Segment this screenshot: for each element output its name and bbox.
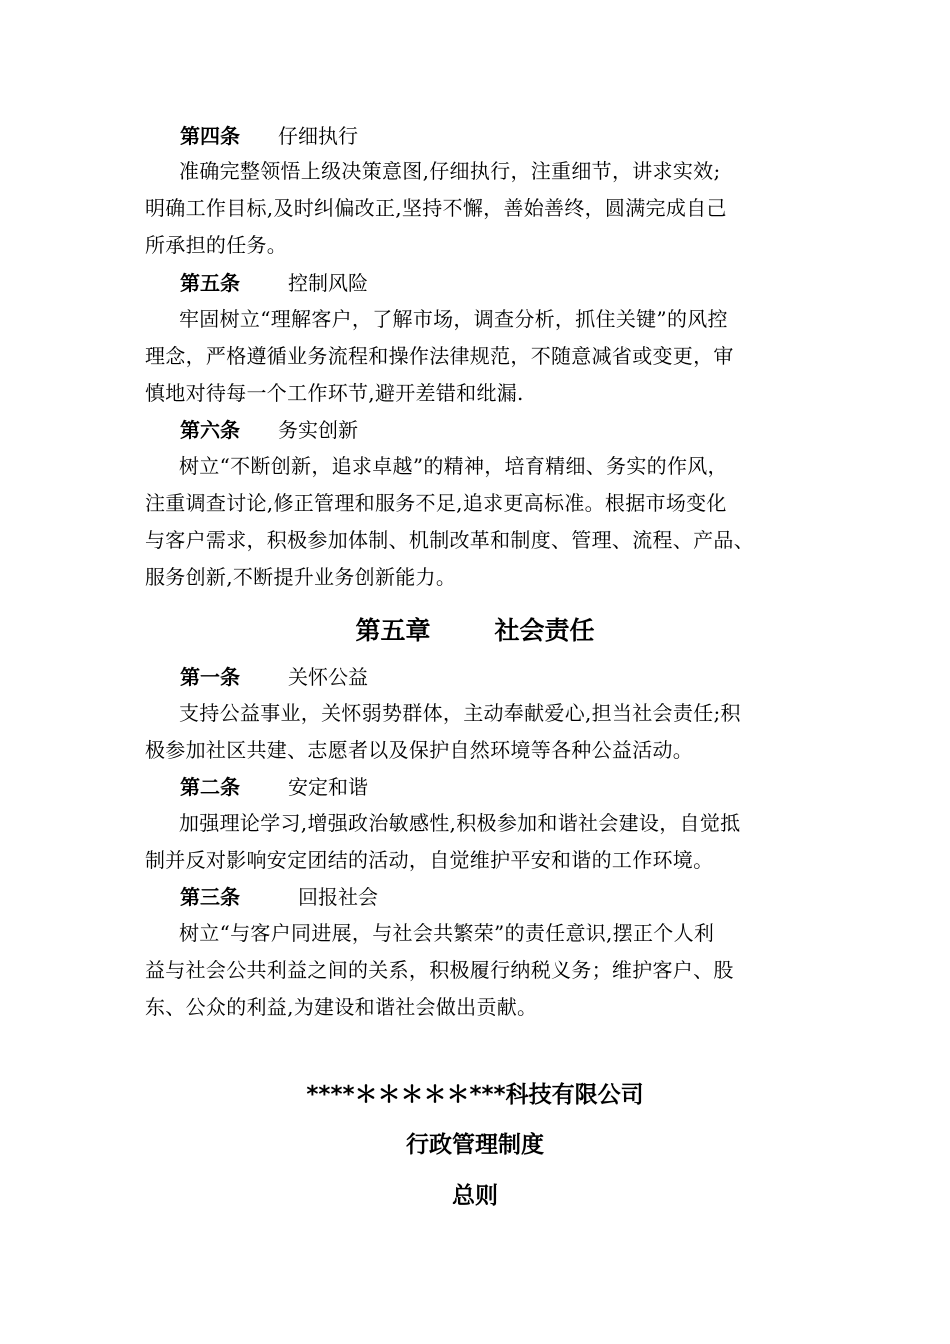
chapter-title: 社会责任 (494, 616, 595, 645)
article-body-6 (145, 448, 825, 596)
body-line: 益与社会公共利益之间的关系，积极履行纳税义务；维护客户、股 (145, 958, 734, 982)
body-line: 加强理论学习,增强政治敏感性,积极参加和谐社会建设，自觉抵 (179, 811, 741, 835)
article-heading-6 (180, 416, 358, 444)
body-line: 服务创新,不断提升业务创新能力。 (145, 565, 457, 589)
article-body-5 (145, 301, 825, 412)
section-subtitle: 总则 (452, 1183, 498, 1209)
article-heading-4 (180, 122, 358, 150)
article-body-4 (145, 153, 825, 264)
chapter-number: 第五章 (355, 616, 431, 645)
chapter-article-heading-3 (180, 883, 378, 911)
article-number: 第四条 (180, 124, 240, 148)
article-number: 第三条 (180, 885, 240, 909)
chapter-article-heading-1 (180, 663, 368, 691)
body-line: 准确完整领悟上级决策意图,仔细执行，注重细节，讲求实效; (179, 159, 721, 183)
body-line: 所承担的任务。 (145, 233, 288, 257)
body-line: 牢固树立“理解客户，了解市场，调查分析，抓住关键”的风控 (179, 307, 728, 331)
body-line: 明确工作目标,及时纠偏改正,坚持不懈，善始善终，圆满完成自己 (145, 196, 727, 220)
body-line: 极参加社区共建、志愿者以及保护自然环境等各种公益活动。 (145, 738, 694, 762)
body-line: 慎地对待每一个工作环节,避开差错和纰漏. (145, 381, 524, 405)
chapter-article-heading-2 (180, 773, 368, 801)
body-line: 树立“不断创新，追求卓越”的精神，培育精细、务实的作风， (179, 454, 728, 478)
article-title: 仔细执行 (278, 124, 358, 148)
chapter-article-body-1 (145, 695, 825, 769)
article-title: 关怀公益 (288, 665, 368, 689)
article-title: 务实创新 (278, 418, 358, 442)
article-number: 第六条 (180, 418, 240, 442)
body-line: 与客户需求，积极参加体制、机制改革和制度、管理、流程、产品、 (145, 528, 754, 552)
body-line: 注重调查讨论,修正管理和服务不足,追求更高标准。根据市场变化 (145, 491, 727, 515)
body-line: 树立“与客户同进展，与社会共繁荣”的责任意识,摆正个人利 (179, 921, 715, 945)
article-number: 第五条 (180, 271, 240, 295)
company-name: ****＊＊＊＊＊***科技有限公司 (306, 1082, 644, 1108)
document-title: 行政管理制度 (406, 1132, 544, 1158)
chapter-article-body-3 (145, 915, 825, 1026)
body-line: 理念，严格遵循业务流程和操作法律规范，不随意减省或变更，审 (145, 344, 734, 368)
chapter-heading (0, 611, 950, 647)
body-line: 支持公益事业，关怀弱势群体，主动奉献爱心,担当社会责任;积 (179, 701, 741, 725)
chapter-article-body-2 (145, 805, 825, 879)
article-title: 控制风险 (288, 271, 368, 295)
body-line: 东、公众的利益,为建设和谐社会做出贡献。 (145, 995, 538, 1019)
article-heading-5 (180, 269, 368, 297)
body-line: 制并反对影响安定团结的活动，自觉维护平安和谐的工作环境。 (145, 848, 714, 872)
article-number: 第二条 (180, 775, 240, 799)
article-number: 第一条 (180, 665, 240, 689)
article-title: 安定和谐 (288, 775, 368, 799)
article-title: 回报社会 (298, 885, 378, 909)
